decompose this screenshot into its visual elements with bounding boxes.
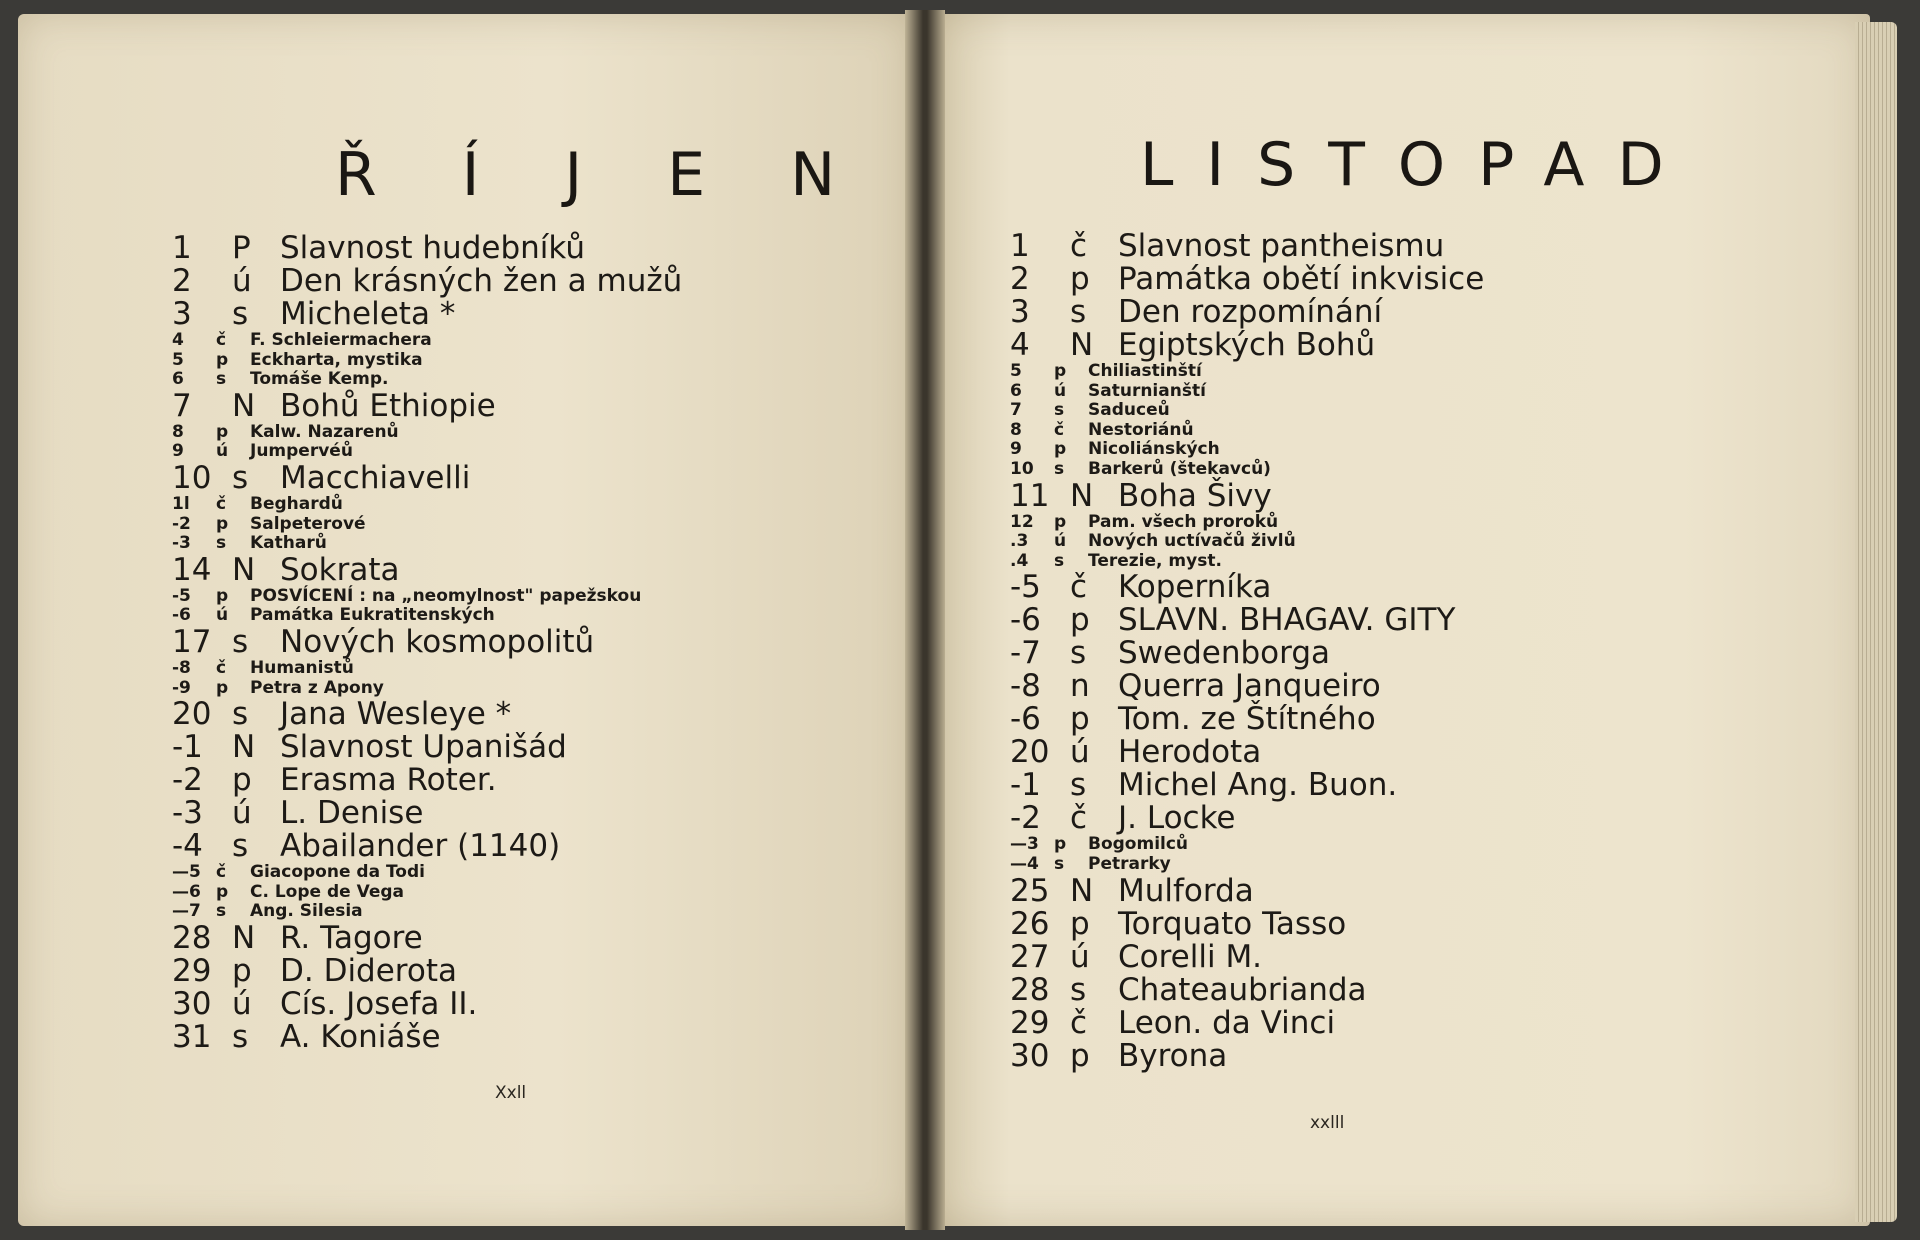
calendar-entry [1010, 938, 1830, 975]
entry-name: Terezie, myst. [1088, 550, 1222, 571]
entry-name: Humanistů [250, 657, 354, 678]
entry-weekday: s [1070, 971, 1087, 1008]
right-page-number: xxlll [1310, 1113, 1345, 1133]
calendar-entry [172, 298, 892, 331]
entry-weekday: p [1054, 834, 1067, 855]
entry-weekday: s [1054, 400, 1065, 421]
entry-name: Jumpervéů [250, 441, 353, 462]
entry-name: Corelli M. [1118, 938, 1263, 975]
entry-weekday: N [232, 387, 256, 424]
entry-day: -9 [172, 677, 191, 698]
calendar-entry [1010, 769, 1830, 802]
calendar-entry [1010, 296, 1830, 329]
entry-day: 14 [172, 551, 212, 588]
entry-weekday: s [1070, 635, 1087, 672]
entry-day: 4 [172, 330, 184, 350]
entry-name: Den rozpomínání [1118, 294, 1383, 330]
entry-weekday: ú [232, 985, 252, 1022]
entry-day: -4 [172, 828, 203, 865]
entry-weekday: p [1054, 361, 1067, 381]
entry-day: 6 [172, 369, 184, 390]
entry-day: -2 [172, 513, 191, 534]
calendar-entry [1010, 855, 1830, 875]
entry-name: Egiptských Bohů [1118, 327, 1376, 363]
entry-day: 1 [1010, 228, 1030, 264]
entry-name: Ang. Silesia [250, 901, 363, 922]
entry-day: -3 [172, 795, 203, 832]
entry-name: Querra Janqueiro [1118, 668, 1381, 705]
entry-weekday: p [216, 421, 229, 442]
entry-name: D. Diderota [280, 952, 457, 989]
entry-name: Eckharta, mystika [250, 349, 423, 370]
entry-name: Mulforda [1118, 872, 1254, 909]
entry-weekday: p [1070, 1037, 1090, 1074]
entry-weekday: ú [1054, 531, 1067, 552]
entry-day: 4 [1010, 327, 1030, 363]
entry-name: Nových kosmopolitů [280, 623, 595, 660]
entry-weekday: s [216, 369, 227, 390]
calendar-entry [172, 423, 892, 443]
entry-weekday: č [1070, 569, 1088, 606]
entry-day: -1 [172, 729, 203, 766]
entry-name: Nicoliánských [1088, 439, 1220, 460]
entry-name: Petrarky [1088, 853, 1171, 874]
calendar-entry [172, 551, 892, 588]
calendar-entry [1010, 263, 1830, 296]
october-title: Ř Í J E N [335, 140, 869, 210]
calendar-entry [1010, 460, 1830, 480]
entry-day: -2 [1010, 800, 1041, 837]
entry-weekday: p [232, 952, 252, 989]
calendar-entry [172, 623, 892, 660]
calendar-entry [1010, 440, 1830, 460]
entry-weekday: s [232, 623, 249, 660]
entry-day: 7 [172, 387, 192, 424]
calendar-entry [172, 883, 892, 903]
entry-name: Tom. ze Štítného [1118, 701, 1376, 738]
entry-name: Slavnost Upanišád [280, 729, 567, 766]
entry-weekday: ú [1054, 380, 1067, 401]
calendar-entry [1010, 329, 1830, 362]
entry-weekday: p [1070, 261, 1090, 297]
entry-weekday: s [232, 1018, 249, 1055]
entry-weekday: č [1054, 419, 1065, 440]
calendar-entry [172, 370, 892, 390]
entry-weekday: č [216, 657, 227, 678]
entry-name: Petra z Apony [250, 677, 384, 698]
entry-weekday: n [1070, 668, 1090, 705]
entry-weekday: č [216, 493, 227, 514]
entry-day: 29 [1010, 1004, 1050, 1041]
entry-day: 11 [1010, 477, 1050, 514]
entry-name: R. Tagore [280, 919, 423, 956]
calendar-entry [172, 985, 892, 1022]
entry-day: 2 [172, 263, 192, 299]
entry-day: 25 [1010, 872, 1050, 909]
calendar-entry [1010, 872, 1830, 909]
entry-day: 3 [1010, 294, 1030, 330]
entry-weekday: s [232, 459, 249, 496]
entry-name: Chiliastinští [1088, 361, 1202, 381]
entry-weekday: s [232, 696, 249, 733]
calendar-entry [1010, 971, 1830, 1008]
entry-weekday: s [1070, 767, 1087, 804]
entry-day: —6 [172, 881, 201, 902]
calendar-entry [172, 797, 892, 830]
entry-name: Saturnianští [1088, 380, 1206, 401]
entry-weekday: N [232, 729, 256, 766]
entry-day: -5 [172, 585, 191, 606]
entry-day: —5 [172, 862, 201, 883]
calendar-entry [1010, 421, 1830, 441]
entry-day: 28 [172, 919, 212, 956]
calendar-entry [172, 606, 892, 626]
calendar-entry [172, 387, 892, 424]
entry-name: Kalw. Nazarenů [250, 421, 399, 442]
entry-day: -8 [1010, 668, 1041, 705]
entry-day: -6 [1010, 701, 1041, 738]
calendar-entry [1010, 905, 1830, 942]
calendar-entry [172, 459, 892, 496]
calendar-entry [172, 764, 892, 797]
entry-name: J. Locke [1118, 800, 1236, 837]
entry-name: Slavnost hudebníků [280, 230, 586, 266]
entry-name: Nových uctívačů živlů [1088, 531, 1296, 552]
entry-day: 30 [1010, 1037, 1050, 1074]
calendar-entry [172, 919, 892, 956]
calendar-entry [172, 232, 892, 265]
calendar-entry [1010, 604, 1830, 637]
calendar-entry [172, 587, 892, 607]
entry-weekday: ú [216, 605, 229, 626]
entry-day: 3 [172, 296, 192, 332]
entry-weekday: p [1070, 602, 1090, 639]
entry-day: 5 [1010, 361, 1022, 381]
calendar-entry [172, 698, 892, 731]
calendar-entry [172, 902, 892, 922]
entry-day: 31 [172, 1018, 212, 1055]
entry-name: Erasma Roter. [280, 762, 497, 799]
calendar-entry [1010, 1004, 1830, 1041]
calendar-entry [172, 515, 892, 535]
entry-weekday: č [1070, 1004, 1088, 1041]
calendar-entry [172, 952, 892, 989]
entry-weekday: s [232, 828, 249, 865]
book-gutter [905, 10, 945, 1230]
calendar-entry [1010, 532, 1830, 552]
entry-name: Barkerů (štekavců) [1088, 458, 1271, 479]
entry-weekday: ú [232, 263, 252, 299]
entry-weekday: č [1070, 800, 1088, 837]
entry-name: Abailander (1140) [280, 828, 561, 865]
entry-weekday: ú [1070, 938, 1090, 975]
entry-name: Salpeterové [250, 513, 366, 534]
entry-name: Torquato Tasso [1118, 905, 1347, 942]
entry-weekday: č [216, 330, 227, 350]
entry-name: Památka obětí inkvisice [1118, 261, 1485, 297]
entry-weekday: p [216, 881, 229, 902]
entry-name: Jana Wesleye * [280, 696, 512, 733]
entry-name: Beghardů [250, 493, 343, 514]
entry-weekday: N [1070, 327, 1094, 363]
entry-weekday: p [216, 513, 229, 534]
entry-weekday: N [232, 919, 256, 956]
calendar-entry [1010, 513, 1830, 533]
entry-day: 26 [1010, 905, 1050, 942]
calendar-entry [172, 534, 892, 554]
entry-weekday: č [1070, 228, 1088, 264]
entry-day: 20 [1010, 734, 1050, 771]
entry-day: .3 [1010, 531, 1029, 552]
entry-weekday: ú [1070, 734, 1090, 771]
entry-day: —4 [1010, 853, 1039, 874]
calendar-entry [1010, 637, 1830, 670]
entry-day: -3 [172, 533, 191, 554]
entry-name: Den krásných žen a mužů [280, 263, 683, 299]
entry-weekday: s [1054, 550, 1065, 571]
entry-day: 8 [1010, 419, 1022, 440]
entry-name: Tomáše Kemp. [250, 369, 389, 390]
entry-day: 10 [1010, 458, 1034, 479]
entry-name: Bohů Ethiopie [280, 387, 496, 424]
calendar-entry [172, 331, 892, 351]
calendar-entry [172, 495, 892, 515]
entry-name: L. Denise [280, 795, 424, 832]
entry-weekday: s [216, 533, 227, 554]
entry-day: -6 [172, 605, 191, 626]
entry-day: 12 [1010, 511, 1034, 532]
entry-day: 9 [1010, 439, 1022, 460]
entry-name: Pam. všech proroků [1088, 511, 1279, 532]
entry-name: F. Schleiermachera [250, 330, 432, 350]
entry-weekday: p [1054, 439, 1067, 460]
entry-weekday: s [216, 901, 227, 922]
entry-name: Nestoriánů [1088, 419, 1194, 440]
calendar-entry [1010, 1037, 1830, 1074]
entry-day: 9 [172, 441, 184, 462]
entry-day: 17 [172, 623, 212, 660]
calendar-entry [1010, 477, 1830, 514]
entry-weekday: p [1054, 511, 1067, 532]
entry-name: Památka Eukratitenských [250, 605, 495, 626]
entry-day: 6 [1010, 380, 1022, 401]
entry-name: Byrona [1118, 1037, 1228, 1074]
entry-day: 20 [172, 696, 212, 733]
entry-name: C. Lope de Vega [250, 881, 404, 902]
calendar-entry [172, 265, 892, 298]
entry-name: Giacopone da Todi [250, 862, 425, 883]
entry-weekday: p [232, 762, 252, 799]
entry-weekday: s [1070, 294, 1087, 330]
entry-weekday: N [1070, 477, 1094, 514]
entry-day: 27 [1010, 938, 1050, 975]
entry-weekday: p [1070, 701, 1090, 738]
entry-name: Katharů [250, 533, 327, 554]
entry-name: Saduceů [1088, 400, 1170, 421]
entry-weekday: p [216, 677, 229, 698]
calendar-entry [172, 1018, 892, 1055]
page-edges [1855, 22, 1897, 1222]
entry-weekday: p [216, 585, 229, 606]
entry-day: 1l [172, 493, 190, 514]
entry-name: Macchiavelli [280, 459, 471, 496]
entry-name: A. Koniáše [280, 1018, 441, 1055]
calendar-entry [1010, 230, 1830, 263]
october-calendar-list [172, 232, 892, 1054]
entry-day: -8 [172, 657, 191, 678]
entry-name: Michel Ang. Buon. [1118, 767, 1398, 804]
entry-day: 7 [1010, 400, 1022, 421]
entry-day: —7 [172, 901, 201, 922]
calendar-entry [1010, 571, 1830, 604]
entry-weekday: P [232, 230, 251, 266]
entry-day: 29 [172, 952, 212, 989]
calendar-entry [1010, 736, 1830, 769]
entry-day: 8 [172, 421, 184, 442]
entry-weekday: s [1054, 853, 1065, 874]
entry-day: 1 [172, 230, 192, 266]
entry-name: Slavnost pantheismu [1118, 228, 1445, 264]
entry-day: -2 [172, 762, 203, 799]
entry-name: Swedenborga [1118, 635, 1331, 672]
entry-weekday: N [1070, 872, 1094, 909]
entry-day: 30 [172, 985, 212, 1022]
entry-name: POSVÍCENÍ : na „neomylnost" papežskou [250, 585, 642, 606]
entry-weekday: p [216, 349, 229, 370]
entry-day: 28 [1010, 971, 1050, 1008]
calendar-entry [1010, 703, 1830, 736]
calendar-entry [172, 731, 892, 764]
entry-name: Herodota [1118, 734, 1262, 771]
entry-weekday: č [216, 862, 227, 883]
entry-weekday: s [232, 296, 249, 332]
entry-name: Bogomilců [1088, 834, 1189, 855]
calendar-entry [1010, 362, 1830, 382]
entry-name: SLAVN. BHAGAV. GITY [1118, 602, 1456, 639]
entry-name: Boha Šivy [1118, 477, 1272, 514]
november-calendar-list [1010, 230, 1830, 1073]
calendar-entry [1010, 401, 1830, 421]
calendar-entry [172, 351, 892, 371]
entry-name: Leon. da Vinci [1118, 1004, 1336, 1041]
calendar-entry [1010, 835, 1830, 855]
left-page-number: Xxll [495, 1083, 527, 1103]
entry-name: Sokrata [280, 551, 400, 588]
entry-weekday: s [1054, 458, 1065, 479]
november-title: LISTOPAD [1140, 130, 1697, 200]
entry-day: -7 [1010, 635, 1041, 672]
entry-day: -1 [1010, 767, 1041, 804]
entry-day: 5 [172, 349, 184, 370]
entry-day: -6 [1010, 602, 1041, 639]
entry-day: 10 [172, 459, 212, 496]
entry-weekday: N [232, 551, 256, 588]
entry-day: .4 [1010, 550, 1029, 571]
entry-weekday: ú [232, 795, 252, 832]
entry-day: 2 [1010, 261, 1030, 297]
calendar-entry [172, 830, 892, 863]
calendar-entry [1010, 802, 1830, 835]
entry-day: —3 [1010, 834, 1039, 855]
entry-name: Chateaubrianda [1118, 971, 1367, 1008]
entry-weekday: ú [216, 441, 229, 462]
entry-name: Micheleta * [280, 296, 456, 332]
entry-day: -5 [1010, 569, 1041, 606]
calendar-entry [1010, 382, 1830, 402]
entry-weekday: p [1070, 905, 1090, 942]
calendar-entry [1010, 670, 1830, 703]
entry-name: Cís. Josefa II. [280, 985, 478, 1022]
calendar-entry [172, 863, 892, 883]
entry-name: Koperníka [1118, 569, 1272, 606]
calendar-entry [172, 659, 892, 679]
